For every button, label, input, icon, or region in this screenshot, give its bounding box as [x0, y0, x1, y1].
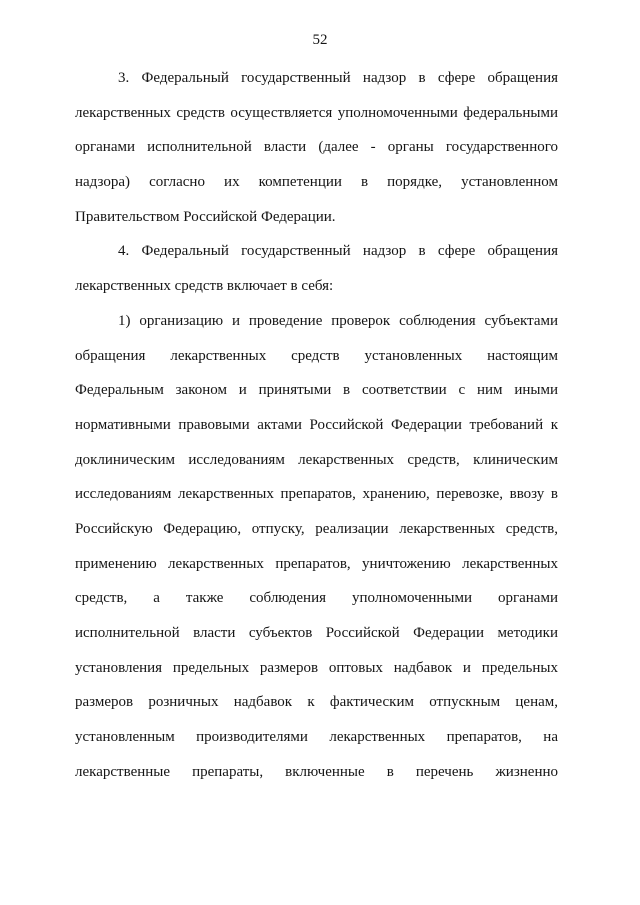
text-line: надзора) согласно их компетенции в порядке, установленном [75, 174, 558, 191]
paragraph-3 [75, 66, 558, 239]
text-line: доклиническим исследованиям лекарственных средств, клиническим [75, 451, 558, 468]
text-line: обращения лекарственных средств установленных настоящим [75, 347, 558, 364]
text-line: лекарственных средств включает в себя: [75, 278, 334, 295]
page-number: 52 [312, 32, 328, 48]
text-line: исследованиям лекарственных препаратов, хранению, перевозке, ввозу в [75, 486, 558, 503]
text-line: размеров розничных надбавок к фактическим отпускным ценам, [75, 694, 558, 711]
text-line: 4. Федеральный государственный надзор в сфере обращения [118, 243, 558, 260]
paragraph-4 [75, 239, 558, 308]
text-line: установленным производителями лекарственных препаратов, на [75, 729, 558, 746]
text-line: Федеральным законом и принятыми в соответствии с ним иными [75, 382, 558, 399]
text-line: органами исполнительной власти (далее - органы государственного [75, 139, 558, 156]
paragraph-item-1 [75, 309, 558, 795]
text-line: Правительством Российской Федерации. [75, 208, 336, 225]
document-body [75, 66, 558, 794]
text-line: Российскую Федерацию, отпуску, реализации лекарственных средств, [75, 520, 558, 537]
text-line: лекарственных средств осуществляется уполномоченными федеральными [75, 104, 558, 121]
text-line: 1) организацию и проведение проверок соблюдения субъектами [118, 312, 558, 329]
text-line: исполнительной власти субъектов Российской Федерации методики [75, 625, 558, 641]
text-line: лекарственные препараты, включенные в перечень жизненно [75, 763, 558, 780]
text-line: применению лекарственных препаратов, уничтожению лекарственных [75, 555, 558, 572]
text-line: нормативными правовыми актами Российской Федерации требований к [75, 416, 558, 433]
text-line: средств, а также соблюдения уполномоченными органами [75, 590, 558, 607]
text-line: 3. Федеральный государственный надзор в сфере обращения [118, 70, 558, 86]
text-line: установления предельных размеров оптовых надбавок и предельных [75, 659, 558, 676]
